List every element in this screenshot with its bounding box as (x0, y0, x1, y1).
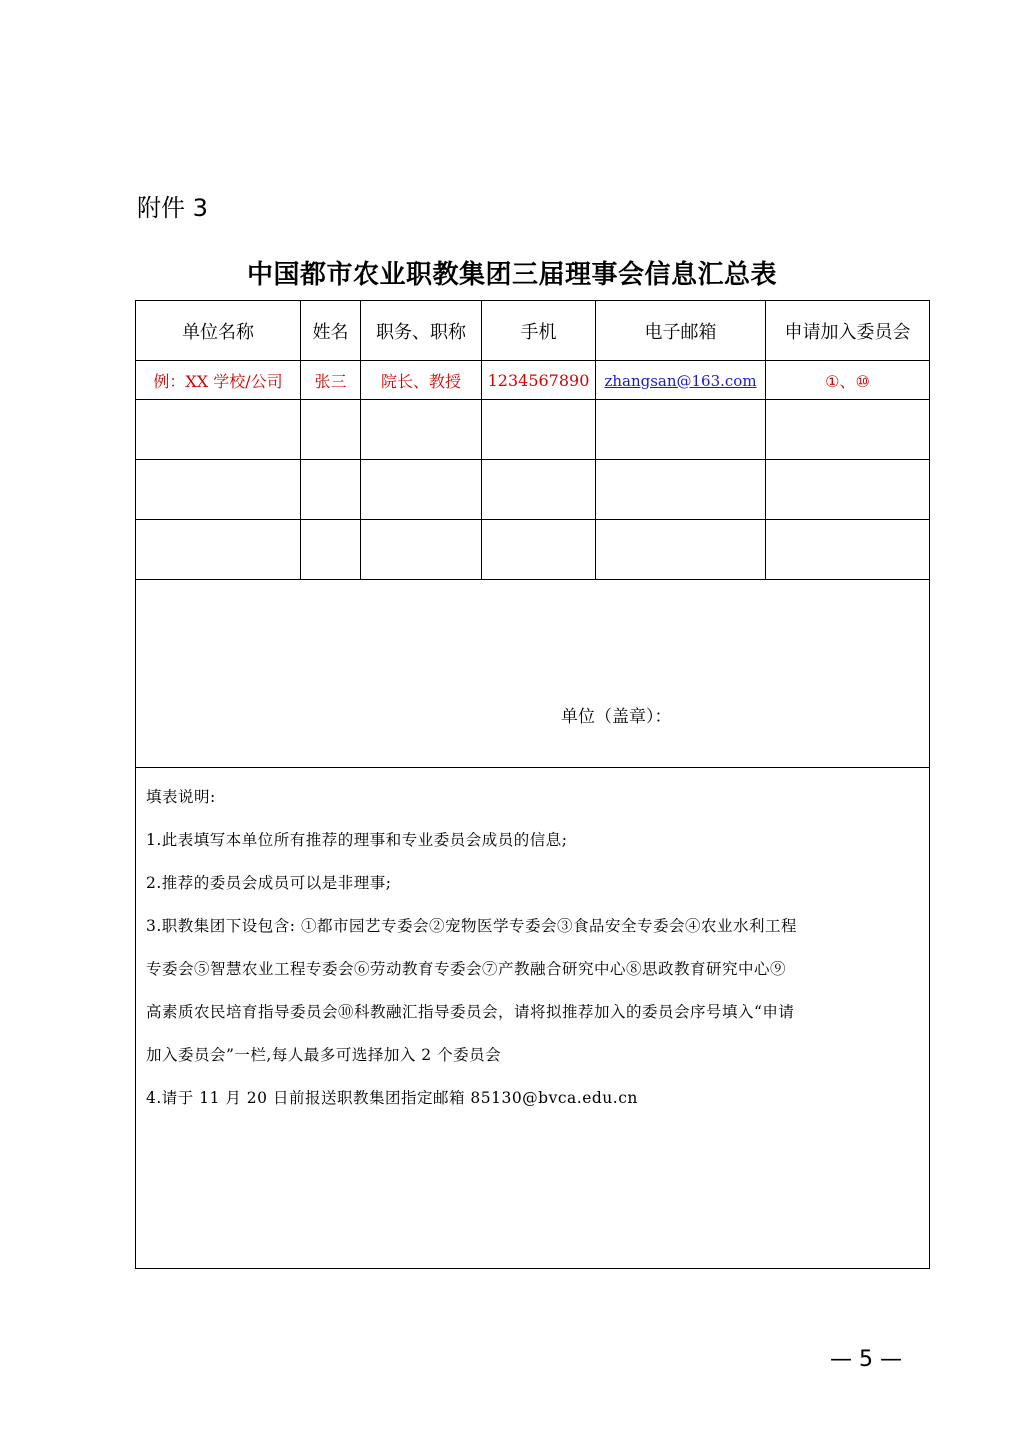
instructions-heading: 填表说明: (146, 788, 216, 806)
table-row (136, 460, 930, 520)
example-name: 张三 (301, 361, 361, 400)
header-name: 姓名 (301, 301, 361, 361)
blank-cell (136, 520, 301, 580)
example-phone: 1234567890 (482, 361, 596, 400)
blank-cell (766, 520, 930, 580)
blank-cell (482, 520, 596, 580)
example-row (136, 361, 930, 400)
blank-cell (136, 460, 301, 520)
blank-cell (361, 460, 482, 520)
stamp-label: 单位（盖章）： (561, 707, 672, 727)
instruction-line: 加入委员会”一栏,每人最多可选择加入 2 个委员会 (146, 1046, 502, 1064)
example-committee: ①、⑩ (766, 361, 930, 400)
header-unit: 单位名称 (136, 301, 301, 361)
blank-cell (766, 460, 930, 520)
blank-cell (301, 400, 361, 460)
header-phone: 手机 (482, 301, 596, 361)
info-table (135, 300, 930, 1269)
attachment-label: 附件 3 (137, 194, 208, 222)
table-row (136, 400, 930, 460)
blank-cell (361, 520, 482, 580)
header-committee: 申请加入委员会 (766, 301, 930, 361)
header-position: 职务、职称 (361, 301, 482, 361)
instructions (146, 776, 921, 1120)
instruction-line: 3.职教集团下设包含: ①都市园艺专委会②宠物医学专委会③食品安全专委会④农业水利工程 (146, 917, 797, 935)
instruction-line: 4.请于 11 月 20 日前报送职教集团指定邮箱 85130@bvca.edu.cn (146, 1089, 638, 1107)
blank-cell (136, 400, 301, 460)
page-number: — 5 — (830, 1347, 902, 1372)
example-email-cell (596, 361, 766, 400)
instruction-line: 2.推荐的委员会成员可以是非理事; (146, 874, 392, 892)
instruction-line: 高素质农民培育指导委员会⑩科教融汇指导委员会，请将拟推荐加入的委员会序号填入“申请 (146, 1003, 795, 1021)
header-email: 电子邮箱 (596, 301, 766, 361)
table-row (136, 520, 930, 580)
stamp-row (136, 580, 930, 768)
instruction-line: 1.此表填写本单位所有推荐的理事和专业委员会成员的信息; (146, 831, 568, 849)
notes-cell (136, 768, 930, 1269)
blank-cell (301, 460, 361, 520)
blank-cell (301, 520, 361, 580)
instruction-line: 专委会⑤智慧农业工程专委会⑥劳动教育专委会⑦产教融合研究中心⑧思政教育研究中心⑨ (146, 960, 787, 978)
example-email-link[interactable]: zhangsan@163.com (604, 371, 757, 390)
blank-cell (596, 400, 766, 460)
example-unit: 例：XX 学校/公司 (136, 361, 301, 400)
example-position: 院长、教授 (361, 361, 482, 400)
blank-cell (482, 460, 596, 520)
stamp-cell (136, 580, 930, 768)
blank-cell (361, 400, 482, 460)
page-title: 中国都市农业职教集团三届理事会信息汇总表 (246, 260, 777, 290)
table-header-row (136, 301, 930, 361)
blank-cell (766, 400, 930, 460)
notes-row (136, 768, 930, 1269)
blank-cell (596, 520, 766, 580)
blank-cell (482, 400, 596, 460)
blank-cell (596, 460, 766, 520)
